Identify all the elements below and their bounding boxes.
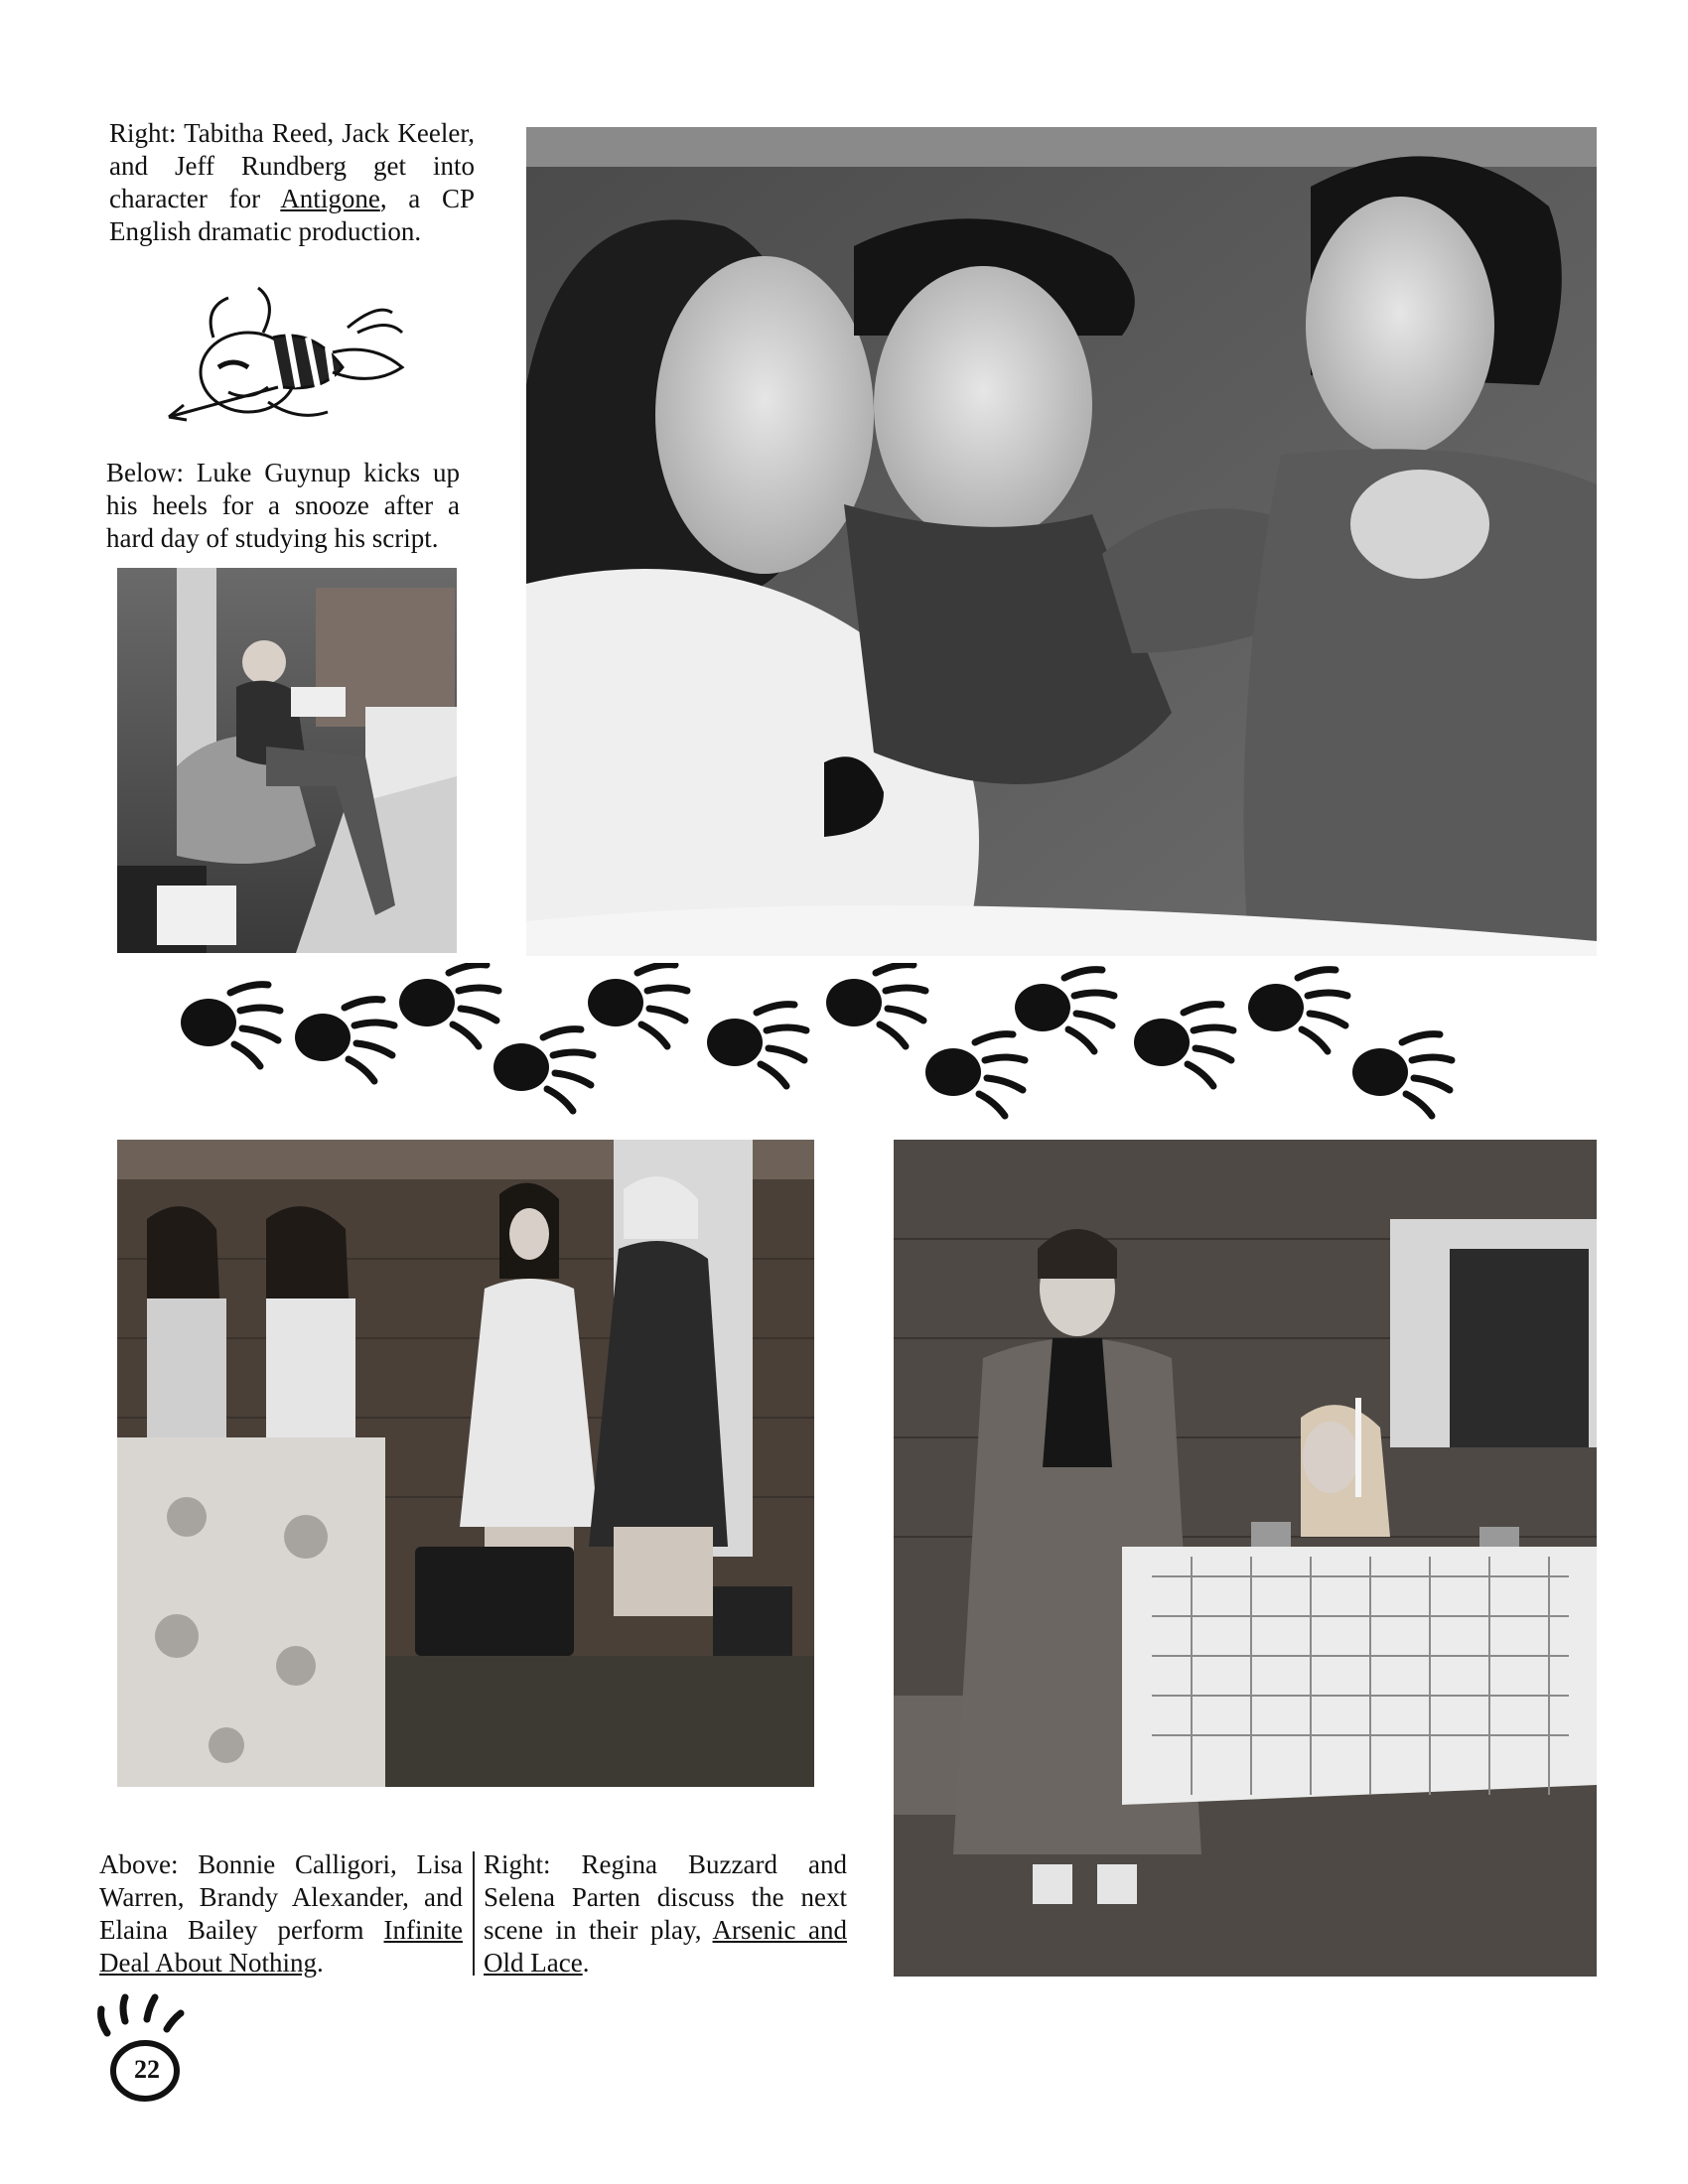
caption-text: , a CP English dramatic production. xyxy=(109,184,475,246)
caption-label: Above: xyxy=(99,1849,179,1879)
caption-label: Right: xyxy=(484,1849,551,1879)
caption-label: Right: xyxy=(109,118,177,148)
caption-text: Bonnie Calligori, Lisa Warren, Brandy Alexander, and Elaina Bailey perform xyxy=(99,1849,463,1945)
paw-print-row xyxy=(169,963,1460,1142)
photo-arsenic-old-lace xyxy=(894,1140,1597,1977)
caption-text: Regina Buzzard and Selena Parten discuss the next scene in their play, xyxy=(484,1849,848,1945)
hornet-mascot-icon xyxy=(159,278,407,427)
photo-infinite-deal xyxy=(117,1140,814,1787)
photo-luke-chair xyxy=(117,568,457,953)
photo-antigone xyxy=(526,127,1597,956)
page-number-paw xyxy=(95,1993,187,2103)
caption-text: Luke Guynup kicks up his heels for a snooze after a hard day of studying his script. xyxy=(106,458,461,553)
caption-text: . xyxy=(316,1948,324,1978)
paw-print-icon xyxy=(95,1993,187,2103)
caption-text: . xyxy=(582,1948,590,1978)
caption-arsenic xyxy=(484,1848,847,1979)
play-title: Infinite Deal About Nothing xyxy=(99,1915,463,1978)
caption-divider xyxy=(473,1851,475,1976)
caption-text: Tabitha Reed, Jack Keeler, and Jeff Rundberg get into character for xyxy=(109,118,475,213)
page-number: 22 xyxy=(134,2055,160,2084)
caption-luke xyxy=(106,457,460,555)
caption-label: Below: xyxy=(106,458,184,487)
caption-infinite-deal xyxy=(99,1848,463,1979)
play-title: Arsenic and Old Lace xyxy=(484,1915,848,1978)
play-title: Antigone xyxy=(280,184,380,213)
caption-antigone xyxy=(109,117,475,248)
